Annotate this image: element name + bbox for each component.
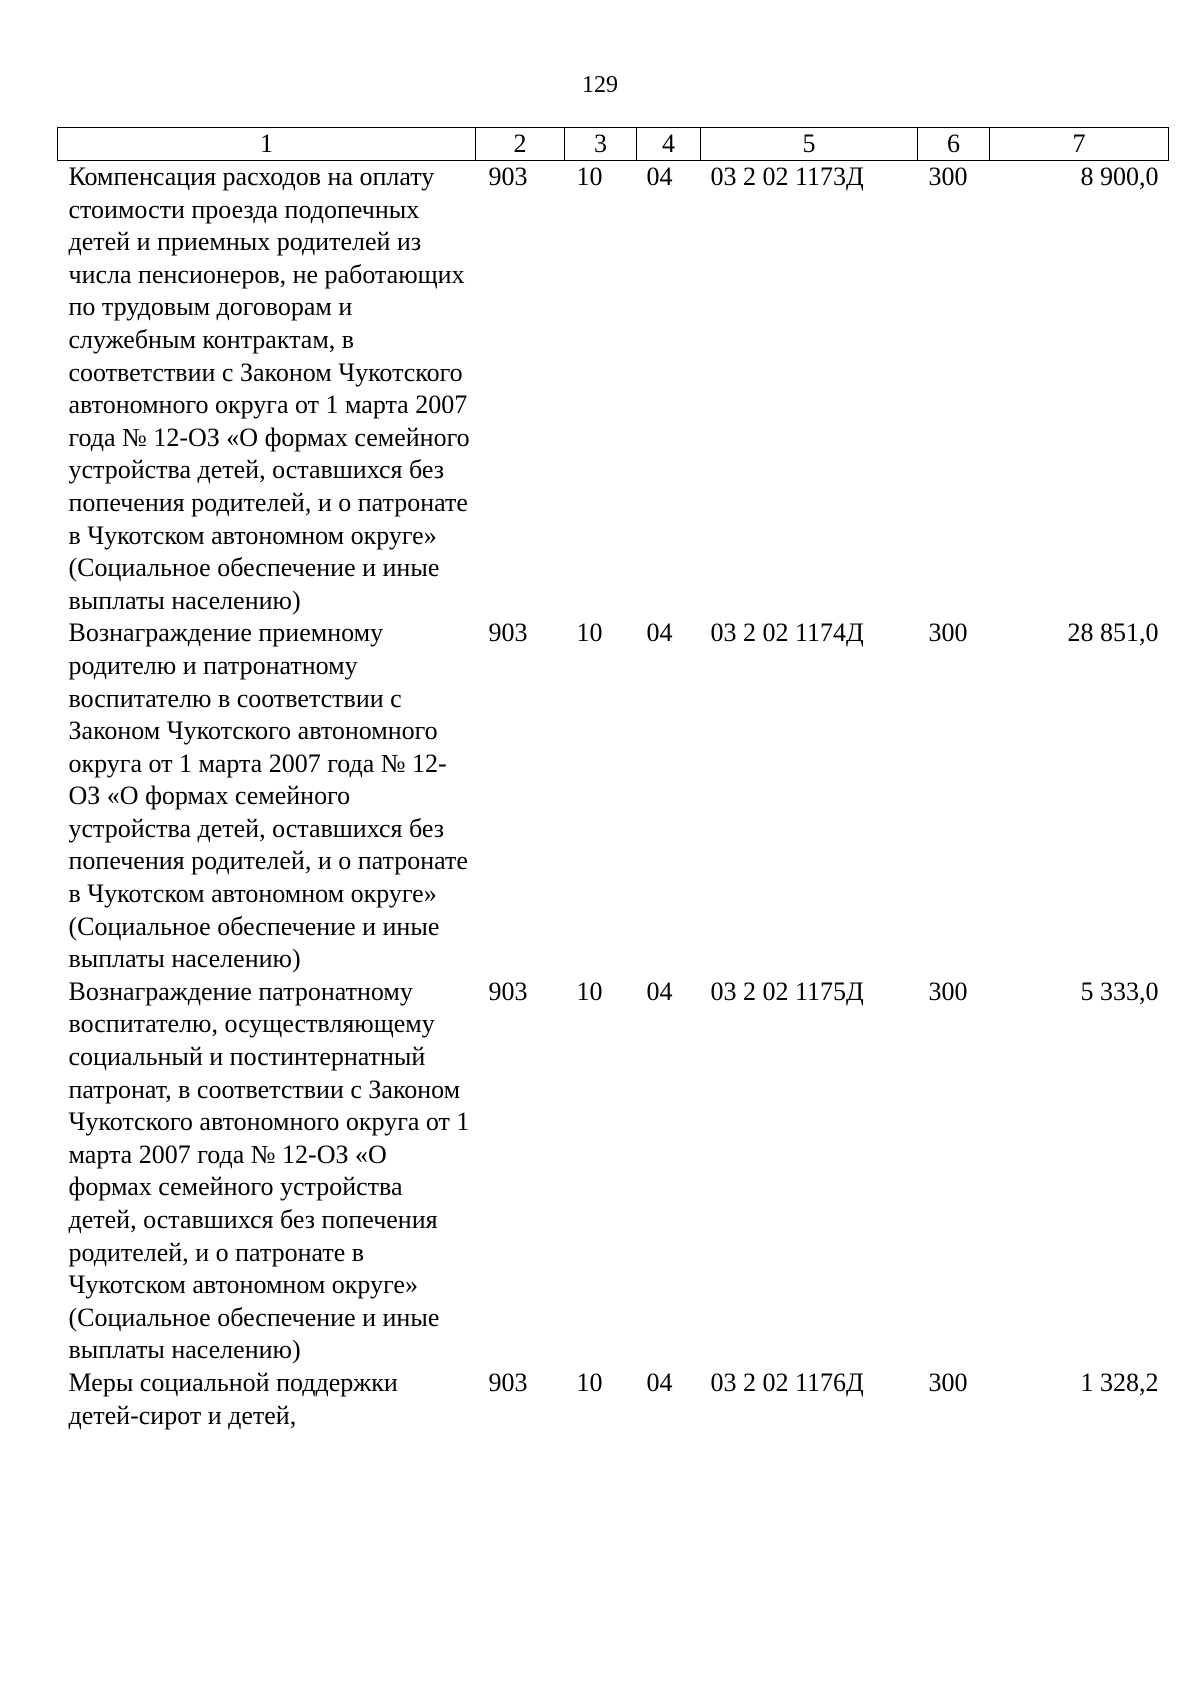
column-header-6: 6 xyxy=(918,128,990,161)
row-target-article: 03 2 02 1175Д xyxy=(710,976,864,1006)
row-amount: 5 333,0 xyxy=(1080,976,1159,1006)
row-subsection: 04 xyxy=(646,1367,673,1397)
row-expense-type: 300 xyxy=(928,976,968,1006)
column-header-7: 7 xyxy=(990,128,1169,161)
budget-table xyxy=(57,127,1169,1432)
header-row xyxy=(58,128,1169,161)
table-row xyxy=(58,1367,1169,1432)
row-target-article: 03 2 02 1173Д xyxy=(710,162,864,191)
row-subsection: 04 xyxy=(646,976,673,1006)
row-section: 10 xyxy=(576,162,603,191)
table-row xyxy=(58,161,1169,618)
row-amount: 1 328,2 xyxy=(1080,1367,1159,1397)
row-amount: 28 851,0 xyxy=(1067,618,1159,648)
row-expense-type: 300 xyxy=(928,618,968,648)
table-row xyxy=(58,617,1169,976)
row-admin-code: 903 xyxy=(488,162,528,191)
table-body xyxy=(58,161,1169,1433)
row-name: Меры социальной поддержки детей-сирот и детей, xyxy=(68,1367,398,1430)
row-expense-type: 300 xyxy=(928,162,968,191)
column-header-1: 1 xyxy=(58,128,476,161)
row-subsection: 04 xyxy=(646,618,673,648)
column-header-4: 4 xyxy=(637,128,701,161)
row-name: Вознаграждение приемному родителю и патронатному воспитателю в соответствии с Законом Чукотского автономного округа от 1 марта 2007 года № 12-ОЗ «О формах семейного устройства детей, оставшихся без попечения родителей, и о патронате в Чукотском автономном округе» (Социальное обеспечение и иные выплаты населению) xyxy=(68,618,468,974)
row-name: Компенсация расходов на оплату стоимости проезда подопечных детей и приемных родителей из числа пенсионеров, не работающих по трудовым договорам и служебным контрактам, в соответствии с Законом Чукотского автономного округа от 1 марта 2007 года № 12-ОЗ «О формах семейного устройства детей, оставшихся без попечения родителей, и о патронате в Чукотском автономном округе» (Социальное обеспечение и иные выплаты населению) xyxy=(68,162,470,615)
row-expense-type: 300 xyxy=(928,1367,968,1397)
row-section: 10 xyxy=(576,976,603,1006)
page-number: 129 xyxy=(582,72,618,98)
row-section: 10 xyxy=(576,1367,603,1397)
row-admin-code: 903 xyxy=(488,976,528,1006)
row-target-article: 03 2 02 1176Д xyxy=(710,1367,864,1397)
column-header-5: 5 xyxy=(701,128,918,161)
column-header-3: 3 xyxy=(565,128,637,161)
row-name: Вознаграждение патронатному воспитателю, осуществляющему социальный и постинтернатный патронат, в соответствии с Законом Чукотского автономного округа от 1 марта 2007 года № 12-ОЗ «О формах семейного устройства детей, оставшихся без попечения родителей, и о патронате в Чукотском автономном округе» (Социальное обеспечение и иные выплаты населению) xyxy=(68,976,470,1365)
row-admin-code: 903 xyxy=(488,1367,528,1397)
row-amount: 8 900,0 xyxy=(1080,162,1159,191)
row-section: 10 xyxy=(576,618,603,648)
row-target-article: 03 2 02 1174Д xyxy=(710,618,864,648)
row-admin-code: 903 xyxy=(488,618,528,648)
table-header xyxy=(58,128,1169,161)
row-subsection: 04 xyxy=(646,162,673,191)
table-row xyxy=(58,976,1169,1367)
column-header-2: 2 xyxy=(476,128,565,161)
